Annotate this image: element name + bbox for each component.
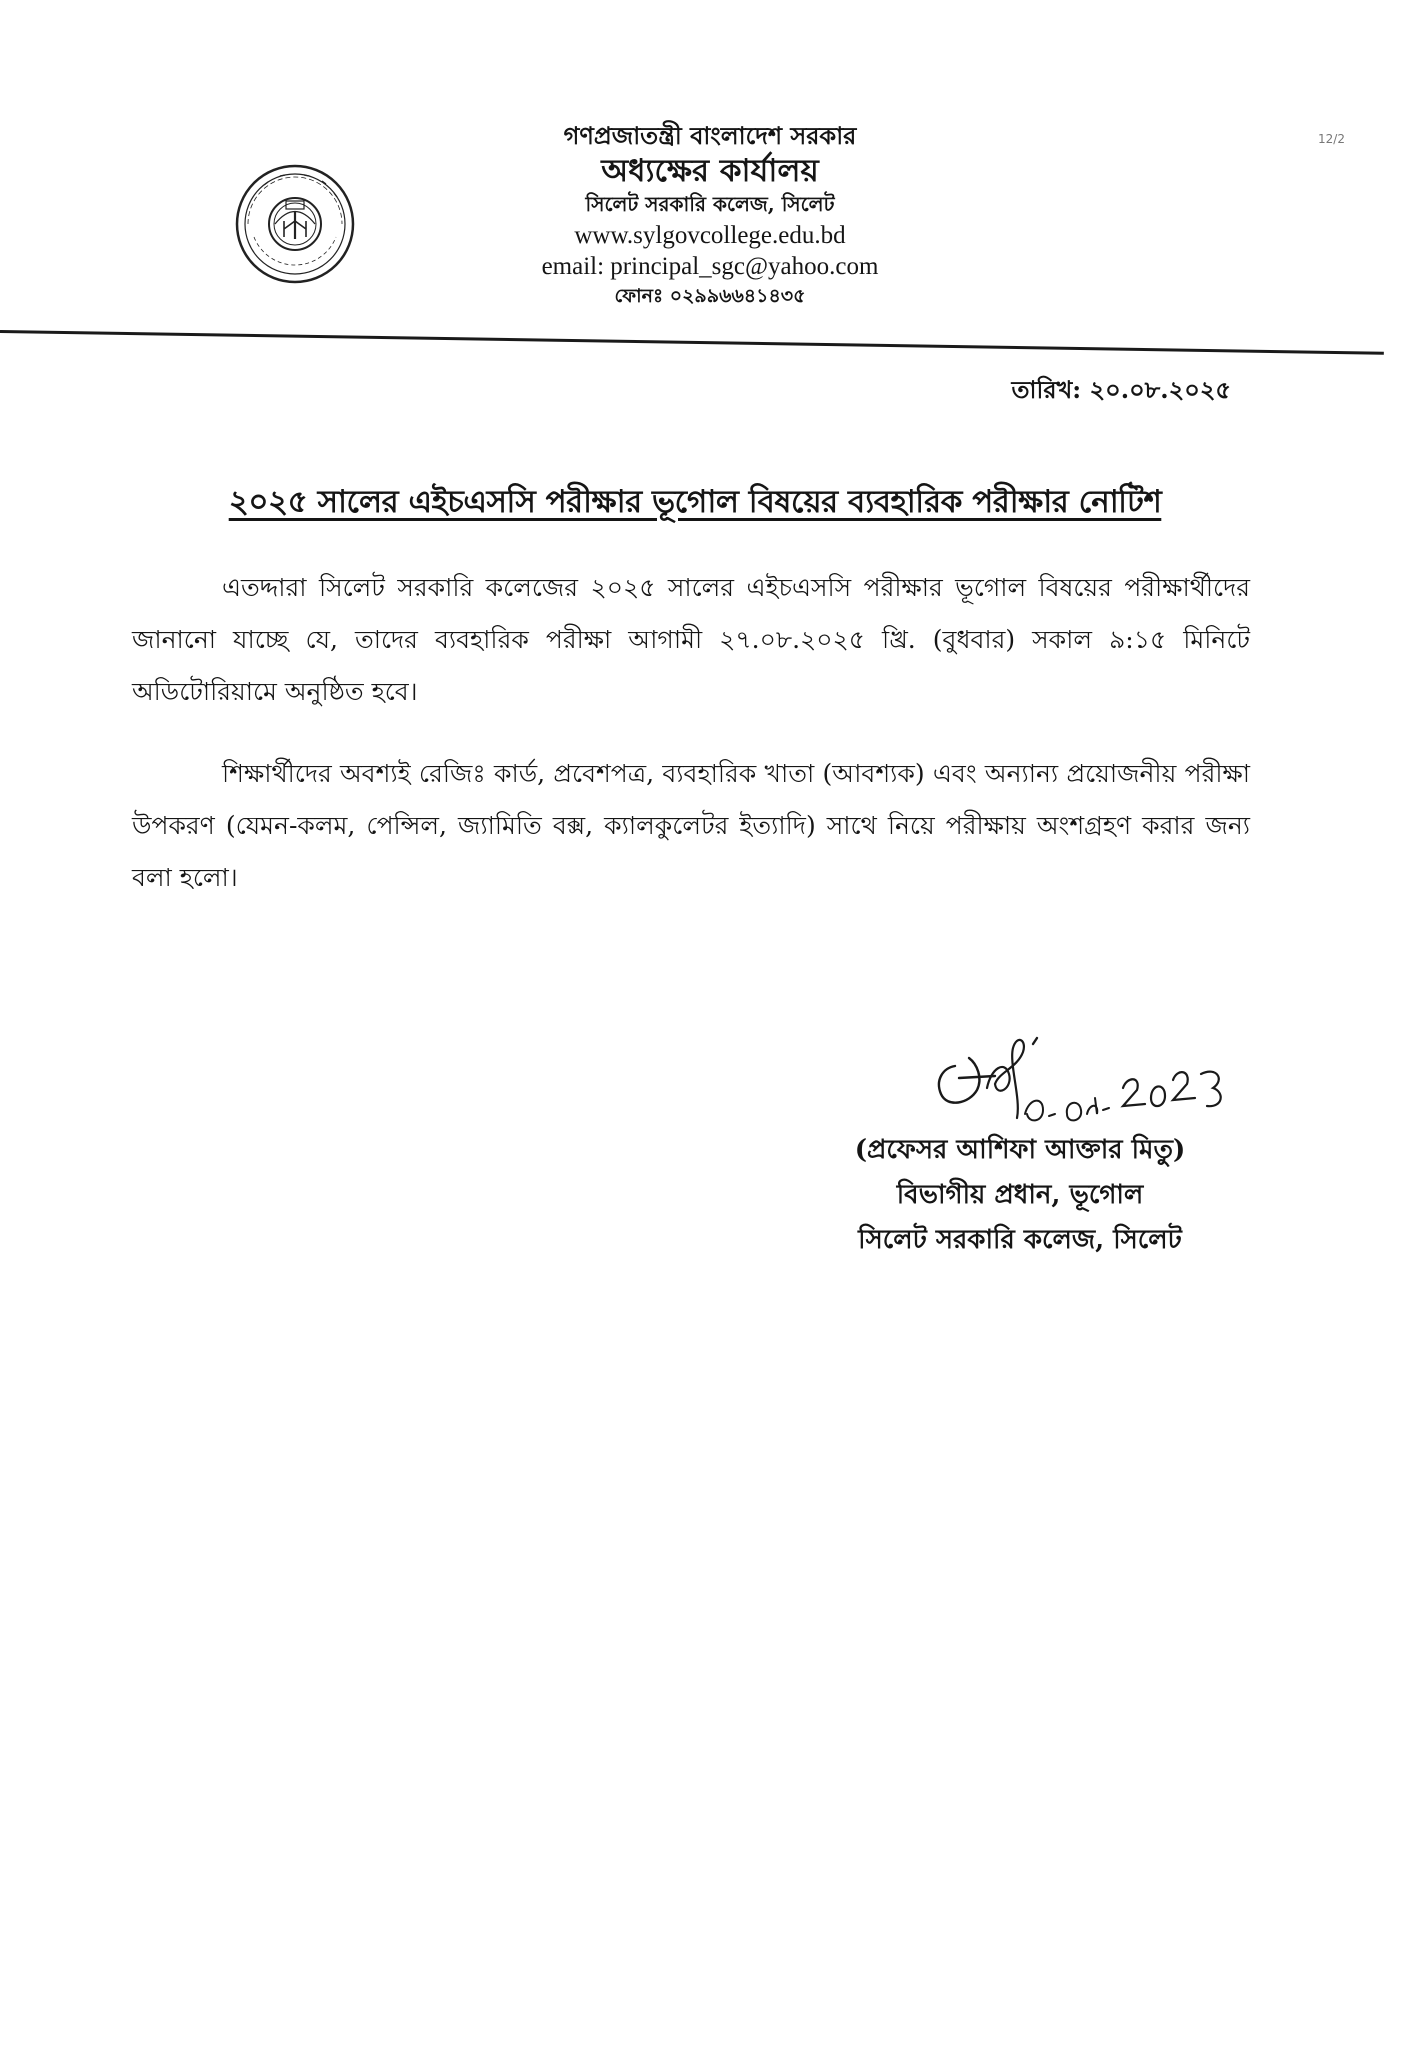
college-phone: ফোনঃ ০২৯৯৬৬৪১৪৩৫ <box>614 284 806 307</box>
notice-title: ২০২৫ সালের এইচএসসি পরীক্ষার ভূগোল বিষয়ের ব্যবহারিক পরীক্ষার নোটিশ <box>228 484 1162 520</box>
letterhead-divider <box>0 330 1384 355</box>
government-name: গণপ্রজাতন্ত্রী বাংলাদেশ সরকার <box>563 121 857 150</box>
signatory-institution: সিলেট সরকারি কলেজ, সিলেট <box>858 1225 1182 1255</box>
handwritten-signature <box>925 1018 1245 1138</box>
letterhead <box>460 122 960 308</box>
signatory-name: (প্রফেসর আশিফা আক্তার মিতু) <box>854 1135 1186 1165</box>
college-email: email: principal_sgc@yahoo.com <box>541 252 879 280</box>
signatory-block <box>820 1128 1220 1263</box>
college-seal-icon <box>234 163 356 285</box>
page-number: 12/2 <box>1318 132 1345 146</box>
college-name: সিলেট সরকারি কলেজ, সিলেট <box>585 192 835 217</box>
notice-paragraph-1: এতদ্দারা সিলেট সরকারি কলেজের ২০২৫ সালের এইচএসসি পরীক্ষার ভূগোল বিষয়ের পরীক্ষার্থীদের জানানো যাচ্ছে যে, তাদের ব্যবহারিক পরীক্ষা আগামী ২৭.০৮.২০২৫ খ্রি. (বুধবার) সকাল ৯:১৫ মিনিটে অডিটোরিয়ামে অনুষ্ঠিত হবে। <box>132 573 1250 706</box>
college-website: www.sylgovcollege.edu.bd <box>574 222 846 250</box>
notice-date: তারিখ: ২০.০৮.২০২৫ <box>1011 375 1231 404</box>
signatory-designation: বিভাগীয় প্রধান, ভূগোল <box>896 1180 1144 1210</box>
office-name: অধ্যক্ষের কার্যালয় <box>601 152 819 189</box>
notice-paragraph-2: শিক্ষার্থীদের অবশ্যই রেজিঃ কার্ড, প্রবেশপত্র, ব্যবহারিক খাতা (আবশ্যক) এবং অন্যান্য প্রয়োজনীয় পরীক্ষা উপকরণ (যেমন-কলম, পেন্সিল, জ্যামিতি বক্স, ক্যালকুলেটর ইত্যাদি) সাথে নিয়ে পরীক্ষায় অংশগ্রহণ করার জন্য বলা হলো। <box>132 759 1250 892</box>
